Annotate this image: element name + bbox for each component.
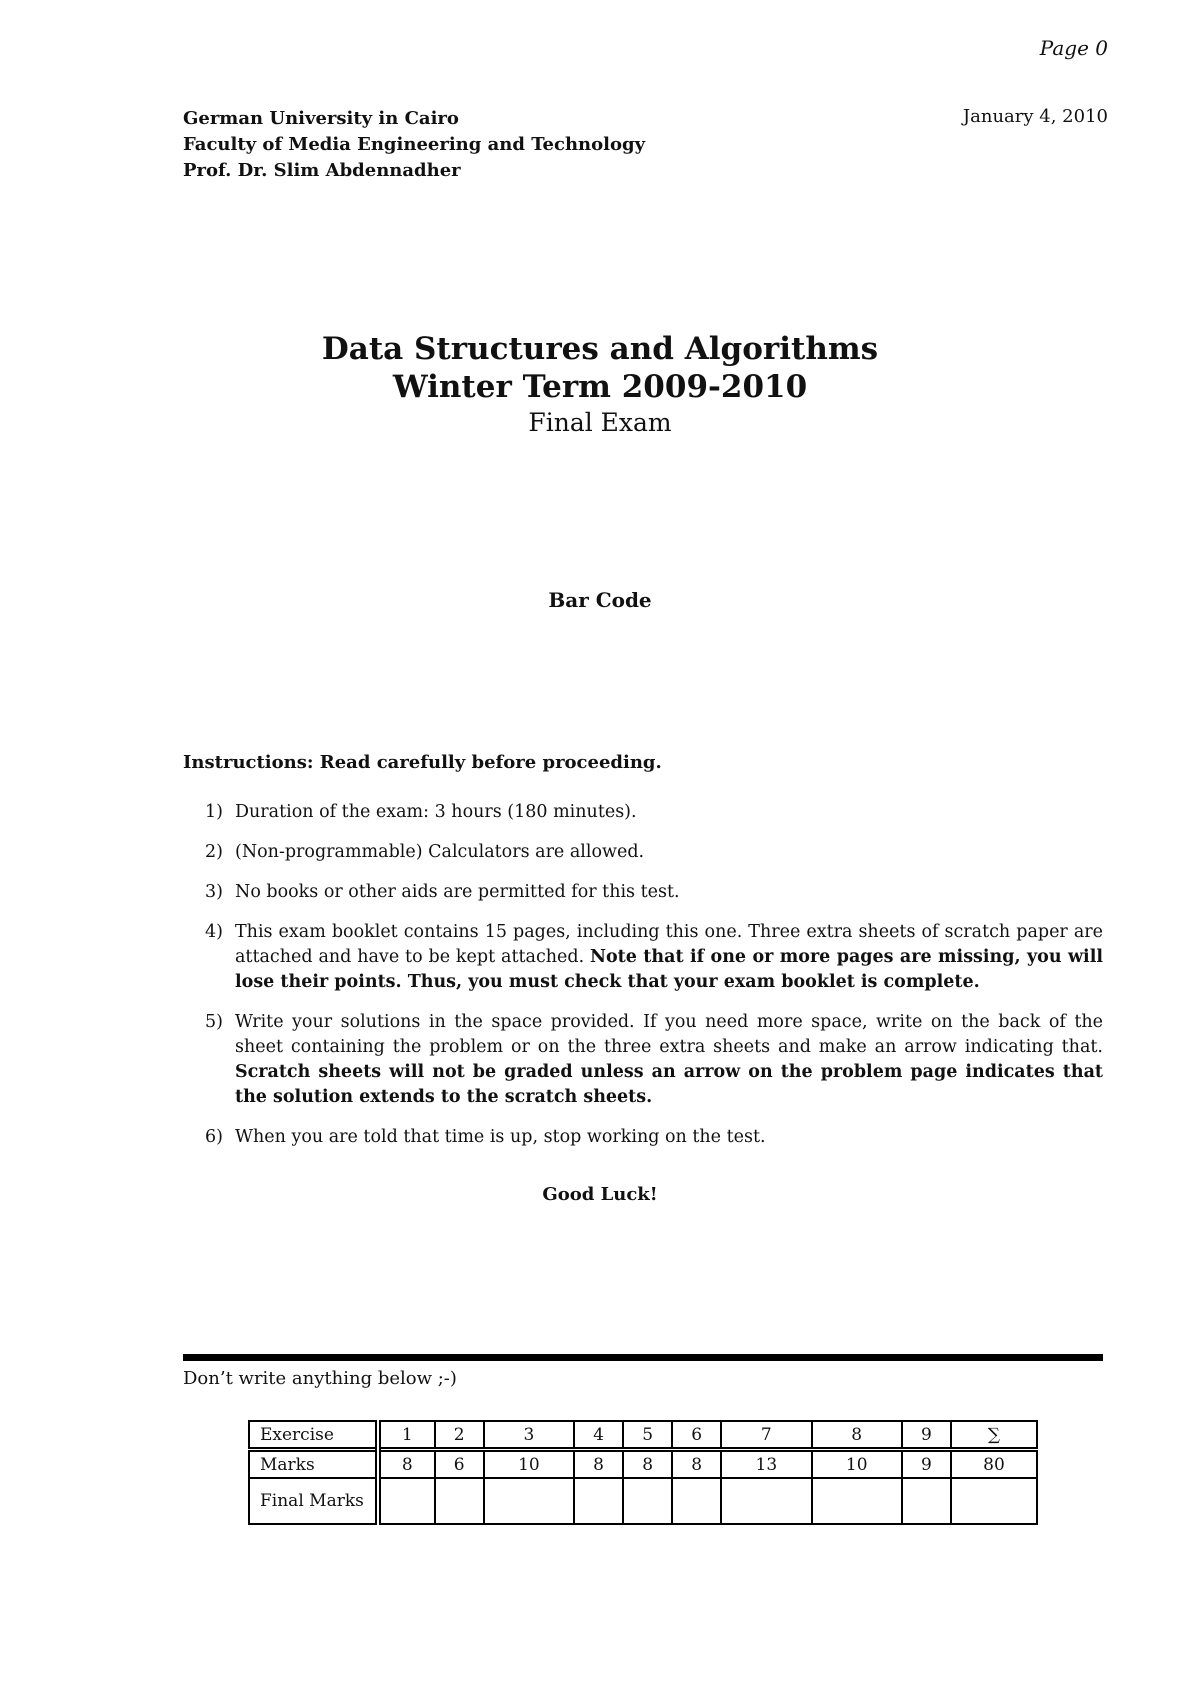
marks-cell: 8 [574, 1450, 623, 1479]
instruction-number: 3) [205, 882, 223, 902]
exercise-cell: 9 [902, 1421, 951, 1450]
instruction-bold-text: Scratch sheets will not be graded unless an arrow on the problem page indicates that the solution extends to the scratch sheets. [235, 1062, 1103, 1107]
professor-name: Prof. Dr. Slim Abdennadher [183, 160, 461, 181]
exercise-cell: 3 [484, 1421, 574, 1450]
final-marks-cell [574, 1478, 623, 1524]
marks-cell: 8 [672, 1450, 721, 1479]
good-luck-text: Good Luck! [542, 1184, 658, 1205]
instruction-item [183, 1125, 1103, 1150]
marks-cell: 13 [721, 1450, 811, 1479]
table-row [249, 1421, 1037, 1450]
faculty-name: Faculty of Media Engineering and Technology [183, 134, 646, 155]
barcode-label: Bar Code [548, 588, 652, 612]
instruction-text: Write your solutions in the space provided. If you need more space, write on the back of the sheet containing the problem or on the three extra sheets and make an arrow indicating that. [235, 1012, 1103, 1057]
instruction-text: (Non-programmable) Calculators are allowed. [235, 842, 645, 862]
marks-cell: 9 [902, 1450, 951, 1479]
instruction-number: 1) [205, 802, 223, 822]
footer-note: Don’t write anything below ;-) [183, 1368, 457, 1389]
exam-date: January 4, 2010 [962, 106, 1108, 127]
instruction-item [183, 920, 1103, 995]
final-marks-cell [902, 1478, 951, 1524]
header-institution [183, 106, 645, 184]
instruction-number: 4) [205, 922, 223, 942]
exercise-cell: 7 [721, 1421, 811, 1450]
instructions-heading: Instructions: Read carefully before proceeding. [183, 752, 662, 773]
course-title: Data Structures and Algorithms [321, 331, 879, 367]
total-marks-cell: 80 [951, 1450, 1037, 1479]
instruction-number: 5) [205, 1012, 223, 1032]
exercise-cell: 4 [574, 1421, 623, 1450]
final-marks-cell [721, 1478, 811, 1524]
exercise-cell: 8 [812, 1421, 902, 1450]
final-marks-cell [672, 1478, 721, 1524]
marks-cell: 8 [623, 1450, 672, 1479]
marks-cell: 8 [378, 1450, 435, 1479]
page-number: Page 0 [1039, 36, 1108, 60]
marks-cell: 10 [484, 1450, 574, 1479]
instruction-text: When you are told that time is up, stop working on the test. [235, 1127, 766, 1147]
instruction-bold-text: Note that if one or more pages are missing, you will lose their points. Thus, you must check that your exam booklet is complete. [235, 947, 1103, 992]
instructions-list [183, 800, 1103, 1165]
exam-type: Final Exam [528, 408, 672, 437]
instruction-text: Duration of the exam: 3 hours (180 minutes). [235, 802, 637, 822]
instruction-number: 6) [205, 1127, 223, 1147]
row-label-exercise: Exercise [249, 1421, 378, 1450]
exercise-cell: 2 [435, 1421, 484, 1450]
instruction-number: 2) [205, 842, 223, 862]
marks-table [248, 1420, 1038, 1525]
marks-cell: 10 [812, 1450, 902, 1479]
instruction-item [183, 840, 1103, 865]
term-title: Winter Term 2009-2010 [392, 369, 808, 405]
exercise-cell: 1 [378, 1421, 435, 1450]
final-marks-cell [623, 1478, 672, 1524]
table-row [249, 1450, 1037, 1479]
row-label-marks: Marks [249, 1450, 378, 1479]
exercise-cell: 5 [623, 1421, 672, 1450]
final-marks-cell [812, 1478, 902, 1524]
sum-symbol-cell: ∑ [951, 1421, 1037, 1450]
instruction-item [183, 1010, 1103, 1110]
instruction-text: This exam booklet contains 15 pages, including this one. Three extra sheets of scratch paper are attached and have to be kept attached. [235, 922, 1103, 967]
final-marks-cell [378, 1478, 435, 1524]
instruction-item [183, 800, 1103, 825]
marks-cell: 6 [435, 1450, 484, 1479]
university-name: German University in Cairo [183, 108, 459, 129]
title-block [0, 330, 1200, 440]
instruction-text: No books or other aids are permitted for this test. [235, 882, 680, 902]
final-marks-cell [484, 1478, 574, 1524]
separator-rule [183, 1354, 1103, 1361]
final-total-cell [951, 1478, 1037, 1524]
instruction-item [183, 880, 1103, 905]
exercise-cell: 6 [672, 1421, 721, 1450]
row-label-final-marks: Final Marks [249, 1478, 378, 1524]
table-row [249, 1478, 1037, 1524]
final-marks-cell [435, 1478, 484, 1524]
